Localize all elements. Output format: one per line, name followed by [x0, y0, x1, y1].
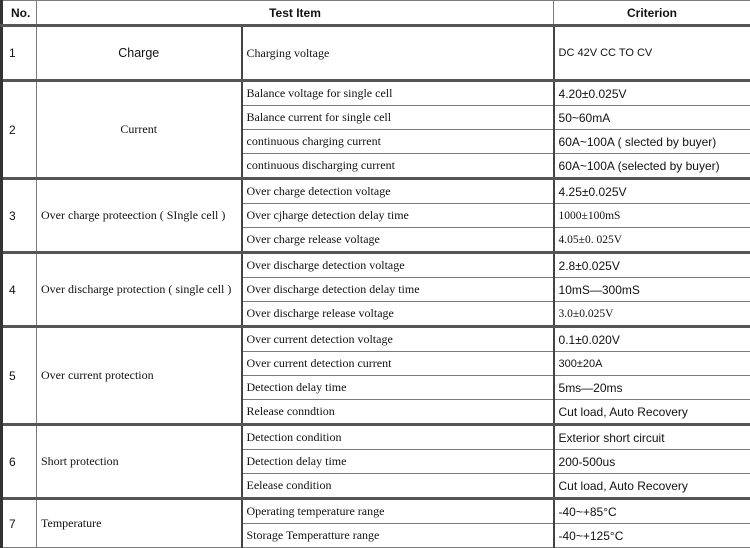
header-no: No. [2, 1, 37, 26]
test-item-cell: Over current detection current [242, 352, 554, 376]
criterion-cell: Exterior short circuit [554, 425, 750, 450]
test-item-cell: Operating temperature range [242, 499, 554, 524]
row-number: 7 [2, 499, 37, 548]
table-header-row [2, 1, 750, 26]
criterion-cell: 4.20±0.025V [554, 81, 750, 106]
test-item-cell: Over current detection voltage [242, 327, 554, 352]
criterion-cell: 2.8±0.025V [554, 253, 750, 278]
row-number: 6 [2, 425, 37, 499]
test-item-cell: Over discharge detection delay time [242, 278, 554, 302]
test-item-cell: Release conndtion [242, 400, 554, 425]
table-row [2, 499, 750, 524]
row-number: 2 [2, 81, 37, 179]
criterion-cell: 50~60mA [554, 106, 750, 130]
criterion-cell: 1000±100mS [554, 204, 750, 228]
test-item-cell: Storage Temperatture range [242, 524, 554, 548]
test-item-cell: continuous charging current [242, 130, 554, 154]
criterion-cell: 60A~100A (selected by buyer) [554, 154, 750, 179]
test-item-cell: Charging voltage [242, 26, 554, 81]
criterion-cell: -40~+125°C [554, 524, 750, 548]
header-test-item: Test Item [37, 1, 554, 26]
criterion-cell: 4.05±0. 025V [554, 228, 750, 253]
test-item-cell: Over charge release voltage [242, 228, 554, 253]
test-item-cell: Over charge detection voltage [242, 179, 554, 204]
criterion-cell: 0.1±0.020V [554, 327, 750, 352]
criterion-cell: 300±20A [554, 352, 750, 376]
category-cell: Over charge proteection ( SIngle cell ) [37, 179, 242, 253]
category-cell: Temperature [37, 499, 242, 548]
category-cell: Over current protection [37, 327, 242, 425]
table-row [2, 253, 750, 278]
test-item-cell: Balance current for single cell [242, 106, 554, 130]
row-number: 5 [2, 327, 37, 425]
criterion-cell: 10mS—300mS [554, 278, 750, 302]
row-number: 4 [2, 253, 37, 327]
test-item-cell: Over discharge release voltage [242, 302, 554, 327]
criterion-cell: 200-500us [554, 450, 750, 474]
criterion-cell: Cut load, Auto Recovery [554, 400, 750, 425]
criterion-cell: DC 42V CC TO CV [554, 26, 750, 81]
row-number: 1 [2, 26, 37, 81]
test-item-cell: Detection delay time [242, 376, 554, 400]
criterion-cell: 5ms—20ms [554, 376, 750, 400]
criterion-cell: 3.0±0.025V [554, 302, 750, 327]
test-item-cell: Over discharge detection voltage [242, 253, 554, 278]
table-row [2, 81, 750, 106]
table-row [2, 26, 750, 81]
row-number: 3 [2, 179, 37, 253]
test-item-cell: Balance voltage for single cell [242, 81, 554, 106]
header-criterion: Criterion [554, 1, 750, 26]
test-item-cell: Eelease condition [242, 474, 554, 499]
criterion-cell: 4.25±0.025V [554, 179, 750, 204]
criterion-cell: Cut load, Auto Recovery [554, 474, 750, 499]
test-item-cell: continuous discharging current [242, 154, 554, 179]
test-item-cell: Detection delay time [242, 450, 554, 474]
criterion-cell: 60A~100A ( slected by buyer) [554, 130, 750, 154]
category-cell: Over discharge protection ( single cell ) [37, 253, 242, 327]
table-row [2, 425, 750, 450]
test-item-cell: Detection condition [242, 425, 554, 450]
category-cell: Charge [37, 26, 242, 81]
category-cell: Short protection [37, 425, 242, 499]
test-item-cell: Over cjharge detection delay time [242, 204, 554, 228]
criterion-cell: -40~+85°C [554, 499, 750, 524]
table-row [2, 179, 750, 204]
table-row [2, 327, 750, 352]
category-cell: Current [37, 81, 242, 179]
